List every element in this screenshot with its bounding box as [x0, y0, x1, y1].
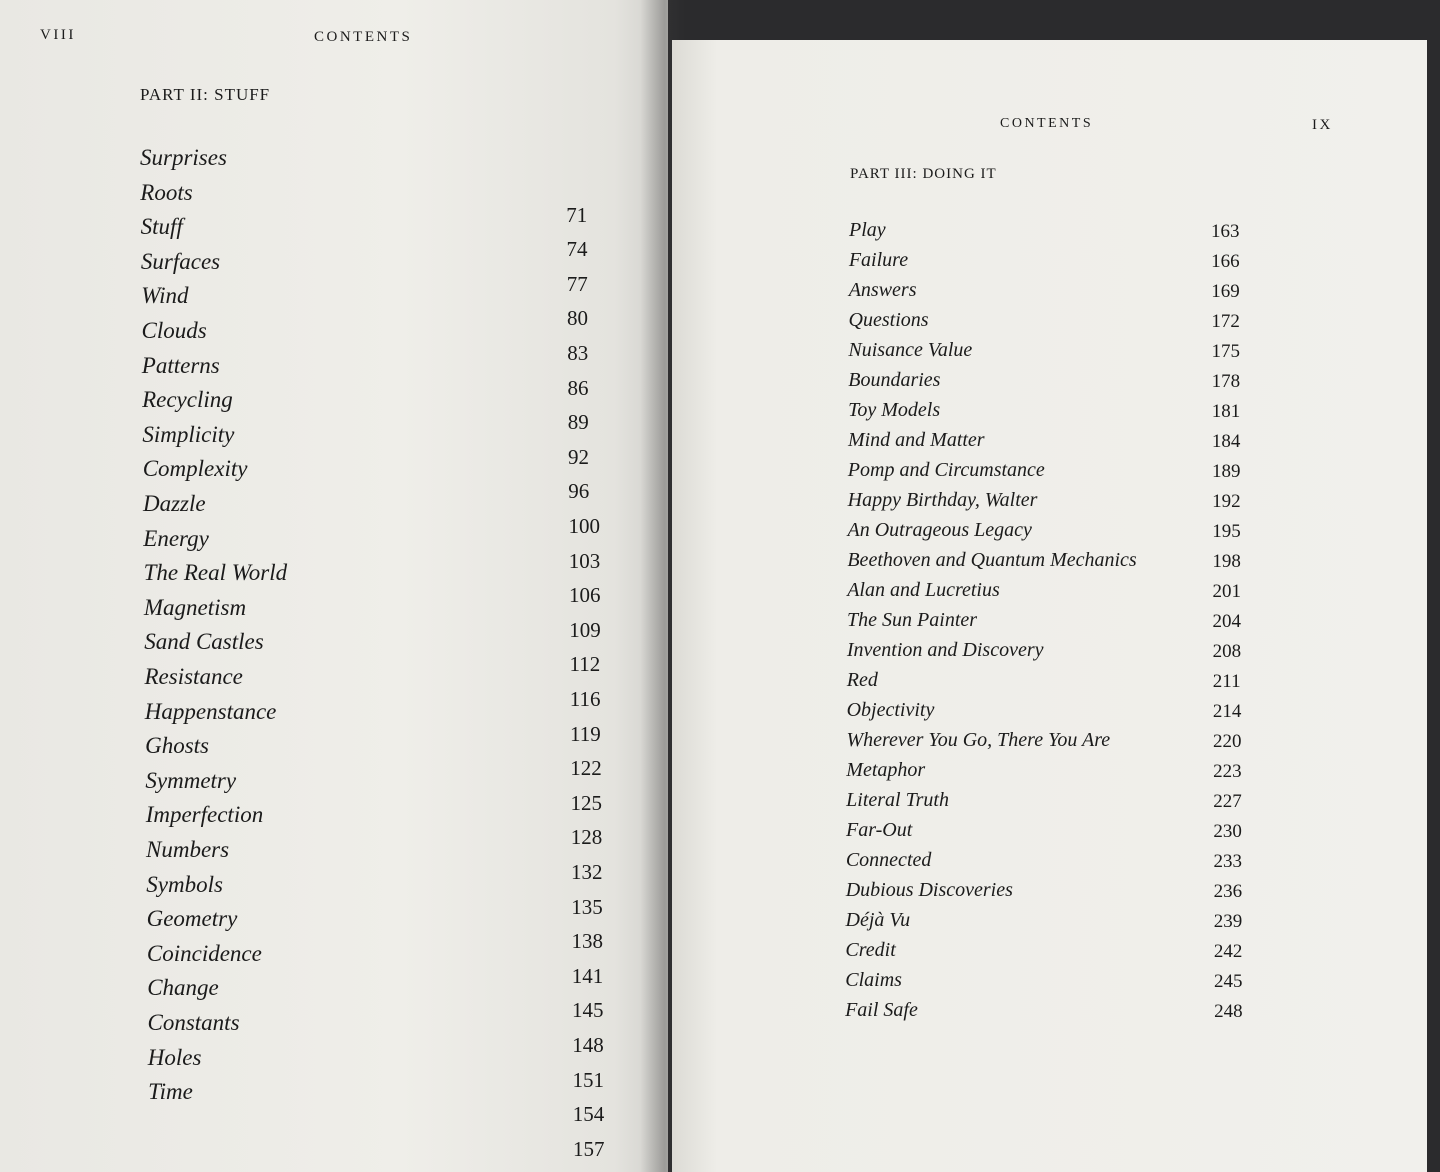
toc-entry-title: Connected: [845, 849, 932, 871]
toc-entry-title: Far-Out: [846, 819, 913, 841]
toc-entry-page-number: 208: [1212, 641, 1242, 662]
toc-entry-title: Wherever You Go, There You Are: [846, 729, 1111, 751]
toc-entry-title: Sand Castles: [144, 629, 264, 655]
toc-entry-title: Pomp and Circumstance: [847, 459, 1045, 481]
toc-entry-page-number: 223: [1213, 761, 1242, 782]
toc-entry-title: Mind and Matter: [847, 429, 985, 451]
left-page: [0, 0, 668, 1172]
toc-entry-page-number: 77: [566, 271, 588, 296]
toc-entry-title: Happy Birthday, Walter: [847, 489, 1038, 511]
toc-entry-title: Stuff: [140, 214, 183, 240]
toc-entry-page-number: 195: [1212, 521, 1241, 542]
toc-entry-page-number: 172: [1211, 311, 1240, 332]
toc-entry-title: Symmetry: [145, 767, 237, 793]
toc-entry-page-number: 151: [572, 1067, 604, 1092]
toc-entry-page-number: 230: [1213, 821, 1242, 842]
toc-entry-title: Metaphor: [846, 759, 926, 781]
toc-entry-page-number: 214: [1212, 701, 1242, 722]
toc-entry-title: The Real World: [143, 560, 288, 586]
toc-entry-title: The Sun Painter: [847, 609, 978, 631]
toc-entry-page-number: 189: [1211, 461, 1241, 482]
toc-entry-title: Boundaries: [848, 369, 941, 391]
toc-entry-page-number: 220: [1213, 731, 1242, 752]
toc-entry-page-number: 204: [1212, 611, 1242, 632]
toc-entry-title: Holes: [147, 1044, 202, 1070]
toc-entry-title: Clouds: [141, 318, 207, 343]
toc-entry-title: Claims: [845, 969, 902, 991]
toc-entry-page-number: 83: [567, 341, 589, 365]
toc-entry-page-number: 201: [1212, 581, 1241, 602]
toc-entry-title: An Outrageous Legacy: [847, 519, 1032, 541]
toc-entry-page-number: 100: [568, 514, 600, 538]
toc-entry-page-number: 198: [1212, 551, 1241, 572]
toc-entry-page-number: 128: [570, 825, 603, 850]
toc-entry-title: Recycling: [142, 387, 233, 413]
toc-entry-page-number: 116: [569, 687, 601, 711]
toc-entry-title: Objectivity: [846, 699, 935, 721]
toc-entry-page-number: 89: [567, 410, 589, 435]
toc-entry-page-number: 184: [1211, 431, 1241, 452]
toc-entry-title: Questions: [848, 309, 929, 331]
left-page-number: VIII: [40, 27, 76, 43]
left-running-head: CONTENTS: [314, 29, 413, 45]
toc-entry-page-number: 157: [573, 1136, 605, 1161]
toc-entry-page-number: 109: [569, 617, 601, 642]
toc-entry-page-number: 96: [568, 479, 590, 504]
toc-entry-page-number: 175: [1211, 341, 1240, 362]
toc-entry-page-number: 145: [572, 998, 604, 1023]
toc-entry-page-number: 211: [1212, 671, 1241, 692]
toc-entry-page-number: 106: [569, 583, 601, 608]
toc-entry-page-number: 80: [567, 306, 588, 331]
toc-entry-title: Energy: [143, 525, 209, 551]
toc-entry-title: Failure: [848, 249, 909, 271]
toc-entry-title: Invention and Discovery: [846, 639, 1044, 661]
toc-entry-title: Surprises: [140, 145, 227, 170]
toc-entry-title: Literal Truth: [846, 789, 949, 811]
toc-entry-page-number: 74: [566, 237, 588, 262]
toc-entry-page-number: 112: [569, 652, 601, 677]
toc-entry-title: Geometry: [146, 906, 238, 932]
toc-entry-title: Magnetism: [143, 594, 247, 620]
toc-entry-page-number: 192: [1212, 491, 1241, 512]
toc-entry-title: Ghosts: [145, 733, 209, 759]
toc-entry-page-number: 154: [572, 1102, 605, 1127]
toc-entry-page-number: 92: [568, 444, 589, 469]
right-page-number: IX: [1312, 117, 1333, 133]
toc-entry-title: Numbers: [146, 837, 230, 862]
toc-entry-title: Nuisance Value: [848, 339, 973, 361]
toc-entry-title: Red: [846, 669, 878, 691]
toc-entry-title: Happenstance: [144, 698, 277, 724]
toc-entry-title: Alan and Lucretius: [847, 579, 1000, 601]
toc-entry-title: Roots: [140, 179, 193, 205]
toc-entry-title: Time: [148, 1079, 193, 1105]
toc-entry-page-number: 245: [1214, 971, 1243, 992]
toc-entry-page-number: 239: [1213, 911, 1243, 932]
toc-entry-title: Fail Safe: [845, 999, 918, 1021]
toc-entry-page-number: 166: [1211, 251, 1240, 272]
toc-entry-title: Coincidence: [146, 940, 262, 966]
toc-entry-title: Complexity: [142, 456, 248, 482]
toc-entry-page-number: 248: [1214, 1001, 1243, 1022]
toc-entry-title: Toy Models: [848, 399, 941, 421]
toc-entry-page-number: 163: [1211, 221, 1240, 242]
toc-entry-title: Simplicity: [142, 421, 235, 447]
toc-entry-title: Wind: [141, 283, 189, 309]
toc-entry-title: Imperfection: [145, 802, 264, 828]
toc-entry-title: Patterns: [141, 352, 220, 378]
toc-entry-title: Play: [849, 219, 886, 241]
toc-entry-page-number: 242: [1213, 941, 1243, 962]
toc-entry-page-number: 141: [571, 963, 604, 988]
toc-entry-page-number: 119: [570, 721, 601, 746]
toc-entry-page-number: 227: [1213, 791, 1242, 812]
toc-entry-title: Dubious Discoveries: [845, 879, 1013, 901]
toc-entry-page-number: 132: [571, 860, 603, 884]
right-running-head: CONTENTS: [1000, 116, 1094, 131]
toc-entry-title: Dazzle: [143, 491, 206, 516]
toc-entry-title: Beethoven and Quantum Mechanics: [847, 549, 1137, 571]
toc-entry-title: Resistance: [144, 664, 243, 689]
toc-entry-page-number: 103: [568, 548, 601, 573]
toc-entry-page-number: 148: [572, 1033, 604, 1057]
toc-entry-title: Déjà Vu: [845, 909, 911, 931]
toc-entry-title: Answers: [848, 279, 917, 301]
toc-entry-page-number: 71: [566, 202, 588, 227]
toc-entry-title: Surfaces: [140, 248, 221, 274]
right-part-heading: PART III: DOING IT: [850, 166, 997, 182]
toc-entry-page-number: 135: [571, 894, 603, 919]
toc-entry-title: Credit: [845, 939, 896, 961]
toc-entry-page-number: 181: [1211, 401, 1241, 422]
toc-entry-title: Change: [147, 975, 219, 1001]
toc-entry-page-number: 122: [570, 756, 602, 781]
toc-entry-title: Symbols: [146, 871, 223, 897]
toc-entry-page-number: 138: [571, 929, 603, 954]
left-part-heading: PART II: STUFF: [140, 85, 271, 104]
toc-entry-page-number: 86: [567, 375, 589, 400]
toc-entry-page-number: 236: [1213, 881, 1243, 902]
toc-entry-title: Constants: [147, 1010, 240, 1035]
toc-entry-page-number: 178: [1211, 371, 1241, 392]
toc-entry-page-number: 233: [1213, 851, 1243, 872]
toc-entry-page-number: 125: [570, 790, 602, 815]
right-page: [672, 40, 1427, 1172]
toc-entry-page-number: 169: [1211, 281, 1240, 302]
